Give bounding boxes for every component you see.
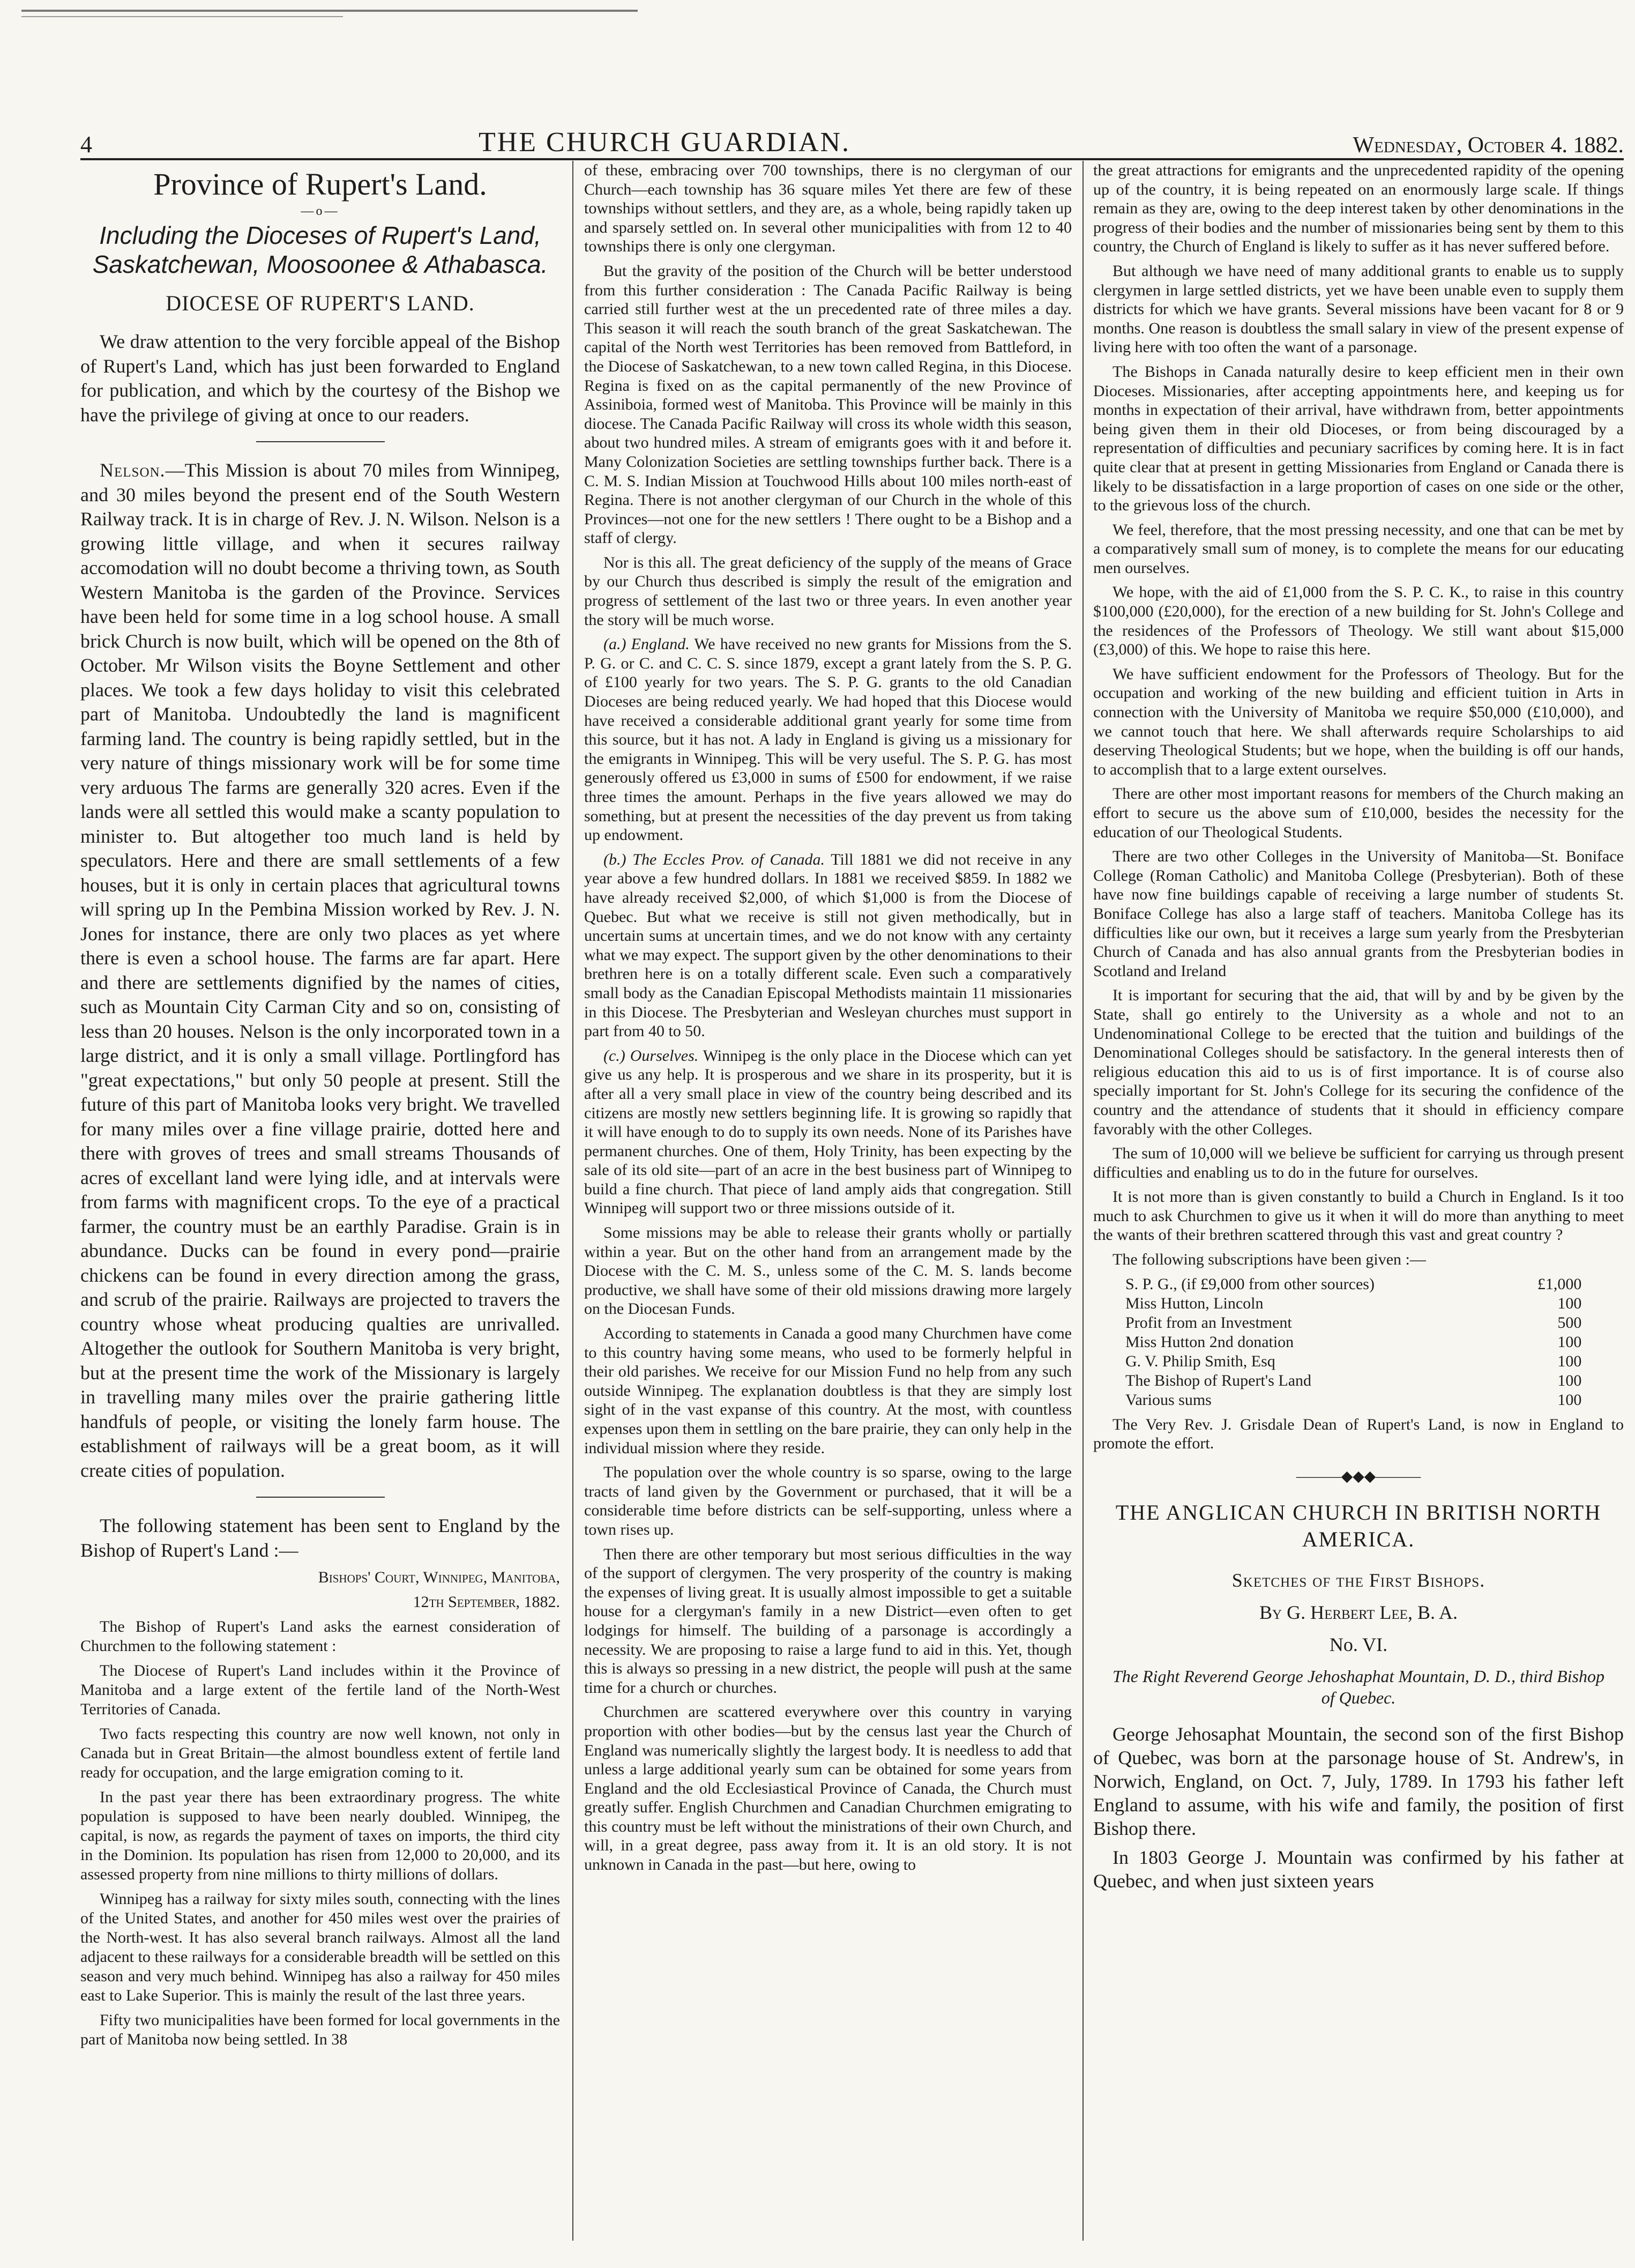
subscription-amount: £1,000	[1537, 1275, 1582, 1293]
bishop-title: The Right Reverend George Jehoshaphat Mountain, D. D., third Bishop of Quebec.	[1112, 1666, 1605, 1707]
body-paragraph: The Bishops in Canada naturally desire to keep efficient men in their own Dioceses. Missionaries, after accepting appointments here, and keeping us for months in expectation of their arrival, have withdrawn from, better appointments being given them in their old Dioceses, or from being discouraged by a representation of difficulties and pecuniary sacrifices by coming here. It is in fact quite clear that at present in getting Missionaries from England or Canada there is likely to be dissatisfaction in a large proportion of cases on one side or the other, to the grievous loss of the church.	[1093, 362, 1624, 515]
installment-number: No. VI.	[1329, 1633, 1388, 1655]
subscriptions-intro: The following subscriptions have been given :—	[1113, 1251, 1426, 1269]
column-rule-2	[1082, 161, 1084, 2241]
section-rule	[256, 1497, 385, 1498]
subscription-amount: 100	[1557, 1294, 1582, 1312]
statement-intro: The following statement has been sent to England by the Bishop of Rupert's Land :—	[80, 1515, 560, 1561]
body-paragraph: of these, embracing over 700 townships, there is no clergyman of our Church—each township has 36 square miles Yet there are few of these townships without settlers, and they are, as a whole, being rapidly taken up and sparsely settled on. In several other municipalities with from 12 to 40 townships there is only one clergyman.	[584, 161, 1072, 256]
subscription-amount: 100	[1557, 1390, 1582, 1409]
subscription-amount: 100	[1557, 1371, 1582, 1389]
top-rule	[21, 10, 638, 12]
ourselves-paragraph	[584, 1046, 1072, 1218]
subscription-amount: 100	[1557, 1333, 1582, 1351]
title-separator: —o—	[301, 204, 340, 218]
body-paragraph: According to statements in Canada a good many Churchmen have come to this country having some means, who used to be formerly helpful in their old parishes. We receive for our Mission Fund no help from any such outside Winnipeg. The explanation doubtless is that they are simply lost sight of in the vast expanse of this country. At the most, with countless expenses upon them in settling on the bare prairie, they can only help in the individual mission where they reside.	[584, 1325, 1072, 1457]
subscription-name: S. P. G., (if £9,000 from other sources)	[1125, 1275, 1375, 1293]
ourselves-label: (c.) Ourselves.	[603, 1046, 699, 1065]
body-paragraph: But although we have need of many additional grants to enable us to supply clergymen in large settled districts, yet we have been unable even to supply them districts for which we have grants. Several missions have been vacant for 8 or 9 months. One reason is doubtless the small salary in view of the present expense of living here with too often the want of a parsonage.	[1093, 262, 1624, 356]
body-paragraph: We have sufficient endowment for the Professors of Theology. But for the occupation and working of the new building and efficient tuition in Arts in connection with the University of Manitoba we require $50,000 (£10,000), and we cannot touch that here. We shall afterwards require Scholarships to aid deserving Theological Students; but we hope, when the building is off our hands, to accomplish that to a large extent ourselves.	[1093, 665, 1624, 778]
body-paragraph: George Jehosaphat Mountain, the second son of the first Bishop of Quebec, was born at the parsonage house of St. Andrew's, in Norwich, England, on Oct. 7, July, 1789. In 1793 his father left England to assume, with his wife and family, the position of first Bishop there.	[1093, 1723, 1624, 1839]
subscription-name: Various sums	[1125, 1390, 1212, 1409]
ornament-divider: ———◆◆◆———	[1296, 1468, 1421, 1485]
statement-paragraph: The Bishop of Rupert's Land asks the earnest consideration of Churchmen to the following statement :	[80, 1618, 560, 1655]
body-paragraph: There are other most important reasons for members of the Church making an effort to secure us the above sum of £10,000, besides the necessity for the education of our Theological Students.	[1093, 785, 1624, 841]
body-paragraph: But the gravity of the position of the Church will be better understood from this further consideration : The Canada Pacific Railway is being carried still further west at the un precedented rate of three miles a day. This season it will reach the south branch of the great Saskatchewan. The capital of the North west Territories has been removed from Battleford, in the Diocese of Saskatchewan, to a new town called Regina, in this Diocese. Regina is fixed on as the capital permanently of the new Province of Assiniboia, formed west of Manitoba. This Province will be mainly in this diocese. The Canada Pacific Railway will cross its whole width this season, about two hundred miles. A stream of emigrants goes with it and before it. Many Colonization Societies are settling townships further back. There is a C. M. S. Indian Mission at Touchwood Hills about 100 miles north-east of Regina. There is not another clergyman of our Church in the whole of this Provinces—not one for the new settlers ! There ought to be a Bishop and a staff of clergy.	[584, 262, 1072, 547]
body-paragraph: We hope, with the aid of £1,000 from the S. P. C. K., to raise in this country $100,000 (£20,000), for the erection of a new building for St. John's College and the residences of the Professors of Theology. We still want about $15,000 (£3,000) of this. We hope to raise this here.	[1093, 583, 1624, 659]
subscription-row	[1125, 1352, 1581, 1371]
statement-paragraph: Winnipeg has a railway for sixty miles south, connecting with the lines of the United States, and another for 450 miles west over the prairies of the North-west. It has also several branch railways. Almost all the land adjacent to these railways for a considerable breadth will be settled on this season and very much behind. Winnipeg has also a railway for 450 miles east to Lake Superior. This is mainly the result of the last three years.	[80, 1890, 560, 2004]
column-3	[1093, 161, 1624, 2251]
masthead: THE CHURCH GUARDIAN.	[478, 127, 851, 158]
eccles-paragraph	[584, 850, 1072, 1041]
column-rule-1	[572, 161, 573, 2241]
body-paragraph: Churchmen are scattered everywhere over this country in varying proportion with other bodies—but by the census last year the Church of England was numerically slightly the largest body. It is needless to add that unless a large additional yearly sum can be obtained for some years from England and the old Ecclesiastical Province of Canada, the Church must greatly suffer. English Churchmen and Canadian Churchmen emigrating to this country must be left without the ministrations of their own Church, and will, in a great degree, pass away from it. It is an old story. It is not unknown in Canada in the past—but here, owing to	[584, 1703, 1072, 1874]
body-paragraph: The sum of 10,000 will we believe be sufficient for carrying us through present difficulties and enabling us to do in the future for ourselves.	[1093, 1144, 1624, 1181]
statement-paragraph: In the past year there has been extraordinary progress. The white population is supposed to have been nearly doubled. Winnipeg, the capital, is now, as regards the payment of taxes on imports, the third city in the Dominion. Its population has risen from 12,000 to 20,000, and its assessed property from nine millions to thirty millions of dollars.	[80, 1788, 560, 1883]
subscription-row	[1125, 1294, 1581, 1313]
statement-paragraph: Two facts respecting this country are now well known, not only in Canada but in Great Britain—the almost boundless extent of fertile land ready for occupation, and the large emigration coming to it.	[80, 1725, 560, 1781]
section-rule	[256, 441, 385, 442]
subscription-name: Profit from an Investment	[1125, 1313, 1292, 1332]
england-paragraph	[584, 635, 1072, 845]
top-rule-secondary	[21, 16, 343, 17]
ourselves-text: Winnipeg is the only place in the Diocese which can yet give us any help. It is prosperous and we share in its prosperity, but it is after all a very small place in view of the country being described and its citizens are mostly new settlers beginning life. It is growing so rapidly that it will have enough to do to supply its own needs. None of its Parishes have permanent churches. One of them, Holy Trinity, has been expecting by the sale of its old site—part of an acre in the best business part of Winnipeg to build a fine church. That piece of land amply aids that congregation. Still Winnipeg will support two or three missions outside of it.	[584, 1046, 1072, 1217]
subscription-name: The Bishop of Rupert's Land	[1125, 1371, 1312, 1389]
series-title: THE ANGLICAN CHURCH IN BRITISH NORTH AMERICA.	[1115, 1500, 1602, 1551]
body-paragraph: It is important for securing that the aid, that will by and by be given by the State, shall go entirely to the University as a whole and not to an Undenominational College to be erected that the tuition and buildings of the Denominational Colleges should be satisfactory. In the general interests then of religious education this aid to us is of first importance. It is of course also specially important for St. John's College for its securing the confidence of the country and the attendance of students that it should in efficiency compare favorably with the other Colleges.	[1093, 986, 1624, 1138]
subscription-row	[1125, 1371, 1581, 1390]
column-2	[584, 161, 1072, 2251]
subscription-row	[1125, 1390, 1581, 1410]
body-paragraph: We feel, therefore, that the most pressing necessity, and one that can be met by a comparatively small sum of money, is to complete the means for our educating men ourselves.	[1093, 520, 1624, 577]
statement-paragraph: Fifty two municipalities have been formed for local governments in the part of Manitoba now being settled. In 38	[80, 2011, 560, 2048]
body-paragraph: In 1803 George J. Mountain was confirmed by his father at Quebec, and when just sixteen years	[1093, 1846, 1624, 1892]
subscription-amount: 100	[1557, 1352, 1582, 1370]
england-label: (a.) England.	[603, 635, 690, 653]
body-paragraph: the great attractions for emigrants and the unprecedented rapidity of the opening up of the country, it is being repeated on an enormously large scale. If things remain as they are, owing to the deep interest taken by other denominations in the progress of their bodies and the number of missionaries being sent by them to this country, the Church of England is likely to suffer as it has never suffered before.	[1093, 161, 1624, 256]
intro-paragraph: We draw attention to the very forcible appeal of the Bishop of Rupert's Land, which has just been forwarded to England for publication, and which by the courtesy of the Bishop we have the privilege of giving at once to our readers.	[80, 331, 560, 426]
body-paragraph: Some missions may be able to release their grants wholly or partially within a year. But on the other hand from an arrangement made by the Diocese with the C. M. S., unless some of the C. M. S. lands become productive, we shall have some of their old missions drawing more largely on the Diocesan Funds.	[584, 1224, 1072, 1318]
column-1	[80, 161, 560, 2251]
subscription-row	[1125, 1333, 1581, 1352]
diocese-heading: DIOCESE OF RUPERT'S LAND.	[166, 291, 475, 315]
body-paragraph: Then there are other temporary but most serious difficulties in the way of the support of clergymen. The very prosperity of the country is making the expenses of living great. It is usually almost impossible to get a suitable house for a clergyman's family in a new District—even often to get lodgings for himself. The building of a parsonage is accordingly a necessity. We are proposing to raise a large fund to aid in this. Yet, though this is always so pressing in a new district, the people will push at the same time for a church or churches.	[584, 1545, 1072, 1697]
subscriptions-list	[1125, 1275, 1581, 1410]
body-paragraph: The population over the whole country is so sparse, owing to the large tracts of land given by the Government or purchased, that it will be a considerable time before districts can be self-supporting, unless where a town rises up.	[584, 1463, 1072, 1538]
body-paragraph: Nor is this all. The great deficiency of the supply of the means of Grace by our Church thus described is simply the result of the emigration and progress of settlement of the last two or three years. In even another year the story will be much worse.	[584, 553, 1072, 629]
body-paragraph: There are two other Colleges in the University of Manitoba—St. Boniface College (Roman Catholic) and Manitoba College (Presbyterian). Both of these have now fine buildings capable of receiving a large number of students St. Boniface College has also a large staff of teachers. Manitoba College has its difficulties like our own, but it receives a large sum yearly from the Presbyterian Church of Canada and has also annual grants from the Presbyterian bodies in Scotland and Ireland	[1093, 847, 1624, 980]
nelson-label: Nelson.	[100, 459, 166, 481]
statement-paragraph: The Diocese of Rupert's Land includes within it the Province of Manitoba and a large extent of the fertile land of the North-West Territories of Canada.	[80, 1662, 560, 1718]
eccles-text: Till 1881 we did not receive in any year above a few hundred dollars. In 1881 we received $859. In 1882 we have already received $2,000, of which $1,000 is from the Diocese of Quebec. But what we receive is still not given methodically, but in uncertain sums at uncertain times, and we do not know with any certainty what we may expect. The support given by the other denominations to their brethren here is on a totally different scale. Even such a comparatively small body as the Canadian Episcopal Methodists maintain 11 missionaries in this Diocese. The Presbyterian and Wesleyan churches must support in part from 40 to 50.	[584, 850, 1072, 1040]
subscription-row	[1125, 1313, 1581, 1333]
england-text: We have received no new grants for Missions from the S. P. G. or C. and C. C. S. since 1879, except a grant lately from the S. P. G. of £100 yearly for two years. The S. P. G. grants to the old Canadian Dioceses are being reduced yearly. We had hoped that this Diocese would have received a considerable additional grant yearly for some time from this source, but it has not. A lady in England is giving us a missionary for the emigrants in Winnipeg. This will be very useful. The S. P. G. has most generously offered us £3,000 in sums of £500 for endowment, if we raise three times the amount. Perhaps in the five years allowed we may do something, but at present the necessities of the day prevent us from taking up endowment.	[584, 635, 1072, 844]
article-subtitle: Including the Dioceses of Rupert's Land, Saskatchewan, Moosoonee & Athabasca.	[92, 221, 548, 278]
subscription-name: Miss Hutton, Lincoln	[1125, 1294, 1264, 1312]
issue-date: Wednesday, October 4. 1882.	[1353, 133, 1624, 158]
eccles-label: (b.) The Eccles Prov. of Canada.	[603, 850, 825, 868]
nelson-text: —This Mission is about 70 miles from Winnipeg, and 30 miles beyond the present end of the South Western Railway track. It is in charge of Rev. J. N. Wilson. Nelson is a growing little village, and when it secures railway accomodation will no doubt become a thriving town, as South Western Manitoba is the garden of the Province. Services have been held for some time in a log school house. A small brick Church is now built, which will be opened on the 8th of October. Mr Wilson visits the Boyne Settlement and other places. We took a few days holiday to visit this celebrated part of Manitoba. Undoubtedly the land is magnificent farming land. The country is being rapidly settled, but in the very nature of things missionary work will be for some time very arduous The farms are generally 320 acres. Even if the lands were all settled this would make a scanty population to minister to. But altogether too much land is held by speculators. Here and there are small settlements of a few houses, but it is only in certain places that agricultural towns will spring up In the Pembina Mission worked by Rev. J. N. Jones for instance, there are only two places as yet where there is even a school house. The farms are far apart. Here and there are settlements dignified by the names of cities, such as Mountain City Carman City and so on, consisting of less than 20 houses. Nelson is the only incorporated town in a large district, and it is only a small village. Portlingford has "great expectations," but only 50 people at present. Still the future of this part of Manitoba looks very bright. We travelled for many miles over a fine village prairie, dotted here and there with groves of trees and small streams Thousands of acres of excellant land were lying idle, and at intervals were from farms with magnificent crops. To the eye of a practical farmer, the country must be an earthly Paradise. Grain is in abundance. Ducks can be found in every pond—prairie chickens can be found in every direction among the grass, and scrub of the prairie. Railways are projected to travers the country whose wheat producing qualties are unrivalled. Altogether the outlook for Southern Manitoba is very bright, but at the present time the work of the Missionary is largely in travelling many miles over the prairie gathering little handfuls of people, or visiting the lonely farm house. The establishment of railways will be a great boom, as it will create cities of population.	[80, 459, 560, 1481]
subscription-name: G. V. Philip Smith, Esq	[1125, 1352, 1275, 1370]
series-subtitle: Sketches of the First Bishops.	[1231, 1569, 1485, 1591]
byline: By G. Herbert Lee, B. A.	[1259, 1601, 1458, 1623]
dateline-place: Bishops' Court, Winnipeg, Manitoba,	[318, 1568, 560, 1586]
subscription-name: Miss Hutton 2nd donation	[1125, 1333, 1294, 1351]
article-title: Province of Rupert's Land.	[153, 167, 487, 202]
body-paragraph: It is not more than is given constantly to build a Church in England. Is it too much to ask Churchmen to give us it when it will do more than anything to meet the wants of their brethren scattered through this vast and great country ?	[1093, 1188, 1624, 1244]
page-header	[80, 121, 1624, 160]
body-paragraph: The Very Rev. J. Grisdale Dean of Rupert's Land, is now in England to promote the effort.	[1093, 1415, 1624, 1453]
dateline-date: 12th September, 1882.	[413, 1593, 560, 1611]
subscription-amount: 500	[1557, 1313, 1582, 1332]
nelson-paragraph	[80, 458, 560, 1483]
page-number: 4	[80, 131, 92, 158]
subscription-row	[1125, 1275, 1581, 1294]
